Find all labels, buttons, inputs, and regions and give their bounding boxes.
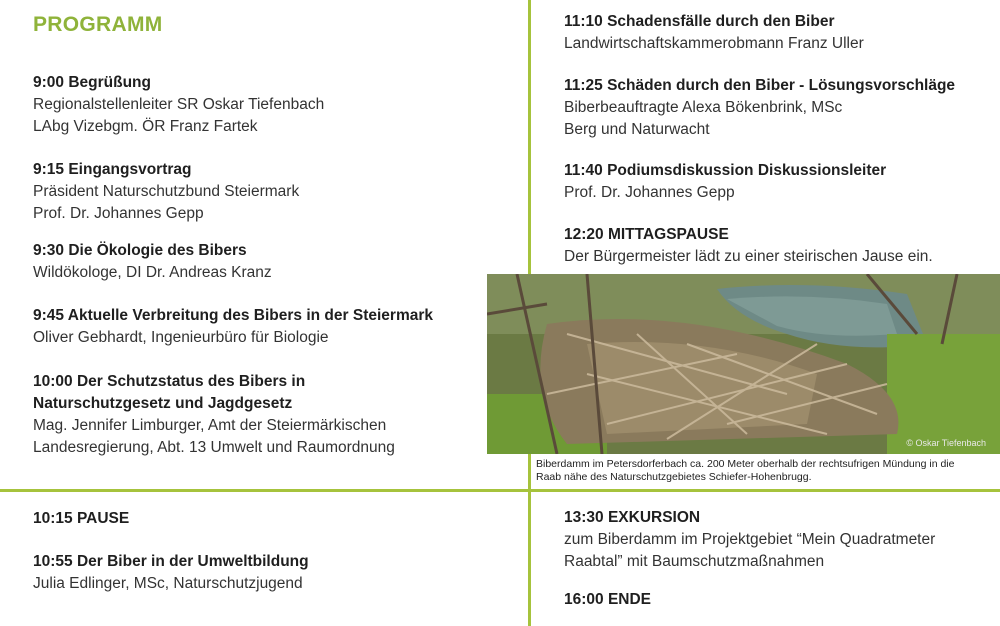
program-item-1330 [564, 507, 935, 573]
item-title: 13:30 EXKURSION [564, 509, 701, 526]
item-line: Wildökologe, DI Dr. Andreas Kranz [33, 264, 272, 281]
item-title: 9:45 Aktuelle Verbreitung des Bibers in der Steiermark [33, 307, 433, 324]
item-line: LAbg Vizebgm. ÖR Franz Fartek [33, 118, 258, 135]
program-item-1140 [564, 160, 886, 204]
program-item-1055 [33, 551, 309, 595]
photo-illustration [487, 274, 1000, 454]
item-line: Der Bürgermeister lädt zu einer steirischen Jause ein. [564, 248, 933, 265]
program-item-1110 [564, 11, 864, 55]
item-line: Präsident Naturschutzbund Steiermark [33, 183, 300, 200]
item-title: 11:40 Podiumsdiskussion Diskussionsleiter [564, 162, 887, 179]
item-line: Prof. Dr. Johannes Gepp [33, 205, 204, 222]
photo-credit: © Oskar Tiefenbach [906, 438, 986, 448]
beaver-dam-photo [487, 274, 1000, 454]
item-title: 11:25 Schäden durch den Biber - Lösungsvorschläge [564, 77, 956, 94]
program-item-1220 [564, 224, 933, 268]
item-title: 16:00 ENDE [564, 591, 652, 608]
item-line: zum Biberdamm im Projektgebiet “Mein Quadratmeter [564, 531, 936, 548]
item-title: 12:20 MITTAGSPAUSE [564, 226, 729, 243]
program-item-1000 [33, 371, 395, 459]
item-title: 10:00 Der Schutzstatus des Bibers in [33, 373, 306, 390]
item-title: 11:10 Schadensfälle durch den Biber [564, 13, 835, 30]
item-line: Berg und Naturwacht [564, 121, 710, 138]
item-title: 9:30 Die Ökologie des Bibers [33, 242, 247, 259]
item-title: 9:00 Begrüßung [33, 74, 151, 91]
item-title: 10:55 Der Biber in der Umweltbildung [33, 553, 309, 570]
program-item-0915 [33, 159, 299, 225]
horizontal-divider [0, 489, 1000, 492]
item-line: Raabtal” mit Baumschutzmaßnahmen [564, 553, 825, 570]
program-item-1015 [33, 508, 129, 530]
item-title: 10:15 PAUSE [33, 510, 130, 527]
item-line: Mag. Jennifer Limburger, Amt der Steiermärkischen [33, 417, 387, 434]
item-line: Landesregierung, Abt. 13 Umwelt und Raumordnung [33, 439, 395, 456]
program-item-1600 [564, 589, 651, 611]
item-title: 9:15 Eingangsvortrag [33, 161, 192, 178]
item-title-line2: Naturschutzgesetz und Jagdgesetz [33, 395, 293, 412]
item-line: Landwirtschaftskammerobmann Franz Uller [564, 35, 864, 52]
program-item-0945 [33, 305, 433, 349]
item-line: Julia Edlinger, MSc, Naturschutzjugend [33, 575, 303, 592]
item-line: Regionalstellenleiter SR Oskar Tiefenbach [33, 96, 325, 113]
program-heading: PROGRAMM [33, 13, 163, 36]
item-line: Prof. Dr. Johannes Gepp [564, 184, 735, 201]
item-line: Biberbeauftragte Alexa Bökenbrink, MSc [564, 99, 843, 116]
item-line: Oliver Gebhardt, Ingenieurbüro für Biologie [33, 329, 329, 346]
photo-caption: Biberdamm im Petersdorferbach ca. 200 Meter oberhalb der rechtsufrigen Mündung in die Raab nähe des Naturschutzgebietes Schiefer-Hohenbrugg. [536, 458, 955, 483]
program-item-0930 [33, 240, 272, 284]
program-item-0900 [33, 72, 324, 138]
program-item-1125 [564, 75, 955, 141]
